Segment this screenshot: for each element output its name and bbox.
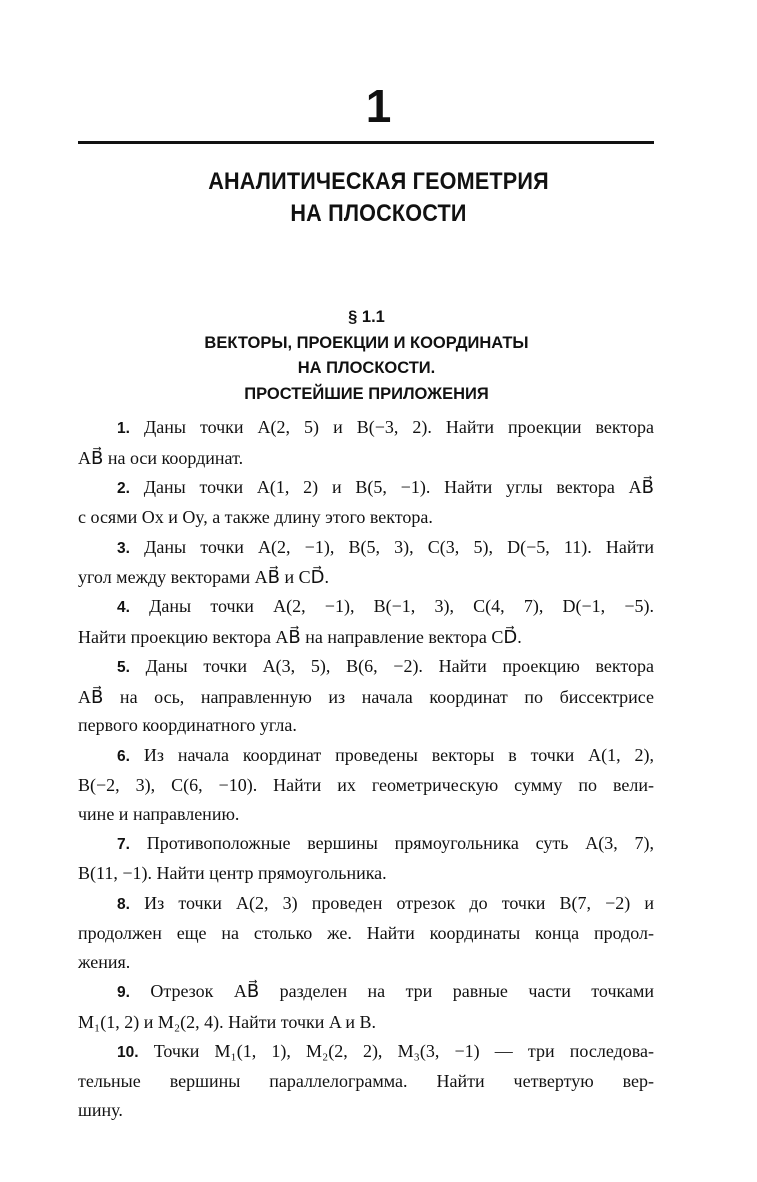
- problem-text: Точки M₁(1, 1), M₂(2, 2), M₃(3, −1) — три последова-: [153, 1040, 655, 1061]
- chapter-rule: [78, 141, 654, 144]
- problem-line: [78, 444, 654, 473]
- problem-line: [78, 473, 654, 504]
- problem-line: [78, 1067, 654, 1096]
- problem-line: [78, 413, 654, 444]
- problem-text: Даны точки A(2, 5) и B(−3, 2). Найти проекции вектора: [143, 417, 655, 437]
- problem-line: [78, 859, 654, 888]
- problem-text: угол между векторами AB⃗ и CD⃗.: [78, 567, 330, 588]
- problem-number: 6.: [117, 747, 130, 765]
- problem-line: [78, 800, 654, 829]
- problem-text: Из начала координат проведены векторы в точки A(1, 2),: [143, 744, 655, 765]
- problem-text: Даны точки A(1, 2) и B(5, −1). Найти углы вектора AB⃗: [143, 476, 655, 497]
- problem-line: [78, 683, 654, 712]
- problem-text: первого координатного угла.: [78, 715, 297, 736]
- section-title-line: НА ПЛОСКОСТИ.: [297, 359, 436, 377]
- problem-item: [78, 413, 654, 472]
- problem-item: [78, 977, 654, 1036]
- problem-item: [78, 592, 654, 651]
- problem-line: [78, 977, 654, 1008]
- problem-text: Отрезок AB⃗ разделен на три равные части точками: [150, 981, 654, 1002]
- problem-number: 10.: [117, 1043, 139, 1061]
- problem-item: [78, 889, 654, 977]
- problem-text: M₁(1, 2) и M₂(2, 4). Найти точки A и B.: [78, 1011, 377, 1032]
- section-title-line: ВЕКТОРЫ, ПРОЕКЦИИ И КООРДИНАТЫ: [204, 333, 529, 352]
- problem-item: [78, 741, 654, 829]
- problem-text: AB⃗ на оси координат.: [78, 447, 244, 468]
- problem-line: [78, 533, 654, 564]
- problem-number: 3.: [117, 539, 130, 557]
- problem-text: AB⃗ на ось, направленную из начала координат по биссектрисе: [78, 686, 654, 707]
- problem-text: B(11, −1). Найти центр прямоугольника.: [78, 863, 387, 884]
- problem-text: Даны точки A(2, −1), B(−1, 3), C(4, 7), D(−1, −5).: [149, 596, 655, 617]
- problem-line: [78, 1008, 654, 1037]
- problem-text: Найти проекцию вектора AB⃗ на направление вектора CD⃗.: [78, 626, 522, 647]
- problem-line: [78, 592, 654, 623]
- problem-text: чине и направлению.: [78, 803, 240, 824]
- chapter-title-line: НА ПЛОСКОСТИ: [290, 200, 467, 227]
- problem-line: [78, 948, 654, 977]
- problem-number: 4.: [117, 599, 130, 617]
- chapter-title: [38, 166, 719, 230]
- problem-number: 7.: [117, 835, 130, 853]
- section-title-line: ПРОСТЕЙШИЕ ПРИЛОЖЕНИЯ: [244, 384, 489, 403]
- problem-item: [78, 533, 654, 592]
- problem-line: [78, 771, 654, 800]
- problem-text: Противоположные вершины прямоугольника суть A(3, 7),: [146, 832, 654, 853]
- problem-text: Даны точки A(2, −1), B(5, 3), C(3, 5), D(−5, 11). Найти: [144, 536, 655, 557]
- problem-number: 9.: [117, 984, 130, 1002]
- section-heading: [0, 305, 733, 407]
- problem-text: шину.: [78, 1100, 123, 1120]
- problem-line: [78, 919, 654, 948]
- chapter-title-line: АНАЛИТИЧЕСКАЯ ГЕОМЕТРИЯ: [208, 168, 549, 195]
- problem-line: [78, 829, 654, 860]
- problem-line: [78, 503, 654, 532]
- problem-number: 5.: [117, 659, 130, 677]
- problem-text: B(−2, 3), C(6, −10). Найти их геометрическую сумму по вели-: [78, 775, 654, 796]
- problem-text: Из точки A(2, 3) проведен отрезок до точки B(7, −2) и: [144, 892, 655, 913]
- problem-text: продолжен еще на столько же. Найти координаты конца продол-: [78, 923, 654, 944]
- problem-line: [78, 652, 654, 683]
- problem-text: тельные вершины параллелограмма. Найти четвертую вер-: [78, 1071, 654, 1092]
- problem-list: [78, 413, 654, 1125]
- problem-line: [78, 889, 654, 920]
- problem-text: Даны точки A(3, 5), B(6, −2). Найти проекцию вектора: [145, 656, 655, 677]
- problem-number: 2.: [117, 479, 130, 497]
- problem-line: [78, 741, 654, 772]
- problem-line: [78, 711, 654, 740]
- problem-line: [78, 563, 654, 592]
- problem-line: [78, 1037, 654, 1068]
- problem-line: [78, 623, 654, 652]
- problem-text: жения.: [78, 951, 131, 972]
- problem-number: 1.: [117, 420, 130, 437]
- problem-line: [78, 1096, 654, 1125]
- problem-item: [78, 473, 654, 532]
- chapter-number: 1: [365, 80, 392, 132]
- problem-item: [78, 1037, 654, 1125]
- problem-item: [78, 829, 654, 888]
- problem-item: [78, 652, 654, 740]
- section-number: § 1.1: [348, 308, 385, 326]
- problem-text: с осями Ox и Oy, а также длину этого вектора.: [78, 507, 433, 528]
- problem-number: 8.: [117, 895, 130, 913]
